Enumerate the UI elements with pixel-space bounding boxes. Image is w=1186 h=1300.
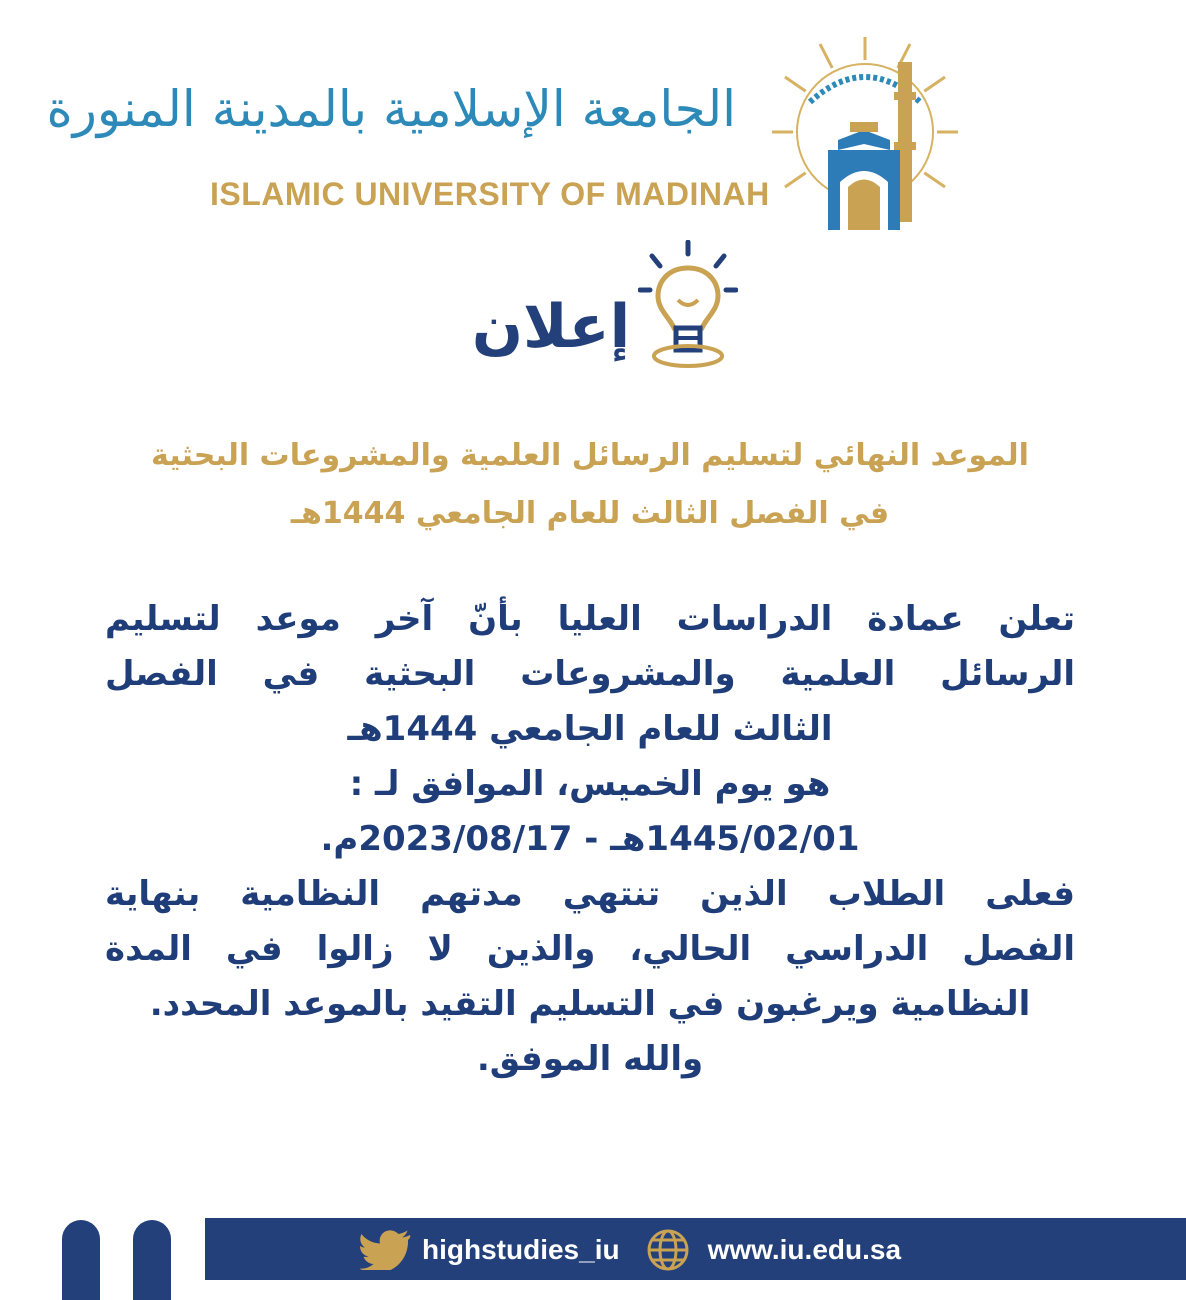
body-line-date: 1445/02/01هـ - 2023/08/17م.: [320, 819, 860, 859]
announcement-title: إعلان: [471, 292, 631, 362]
subtitle-line-2: في الفصل الثالث للعام الجامعي 1444هـ: [290, 496, 890, 531]
subtitle-line-1: الموعد النهائي لتسليم الرسائل العلمية والمشروعات البحثية: [151, 438, 1029, 473]
university-logo-arabic: الجامعة الإسلامية بالمدينة المنورة: [46, 80, 736, 138]
social-links: [360, 1230, 901, 1270]
body-line: هو يوم الخميس، الموافق لـ :: [349, 764, 831, 804]
footer-decor-bar: [133, 1220, 171, 1300]
footer: [0, 1218, 1186, 1280]
twitter-handle[interactable]: highstudies_iu: [422, 1234, 620, 1265]
university-emblem-icon: [770, 32, 960, 232]
globe-icon: [646, 1228, 690, 1272]
university-logo-english: ISLAMIC UNIVERSITY OF MADINAH: [210, 176, 770, 212]
footer-decor-bar: [62, 1220, 100, 1300]
body-line: النظامية ويرغبون في التسليم التقيد بالموعد المحدد.: [149, 984, 1031, 1024]
body-line: والله الموفق.: [476, 1039, 704, 1079]
body-line: الرسائل العلمية والمشروعات البحثية في الفصل: [105, 654, 1075, 694]
body-line: تعلن عمادة الدراسات العليا بأنّ آخر موعد لتسليم: [105, 599, 1075, 639]
body-line: الفصل الدراسي الحالي، والذين لا زالوا في المدة: [105, 929, 1075, 969]
body-line: الثالث للعام الجامعي 1444هـ: [347, 709, 833, 749]
header: [0, 0, 1186, 240]
lightbulb-icon: [638, 240, 738, 370]
body-line: فعلى الطلاب الذين تنتهي مدتهم النظامية بنهاية: [105, 874, 1075, 914]
website-link[interactable]: www.iu.edu.sa: [707, 1234, 902, 1265]
announcement-body: [105, 592, 1075, 1087]
twitter-icon: [360, 1230, 412, 1270]
